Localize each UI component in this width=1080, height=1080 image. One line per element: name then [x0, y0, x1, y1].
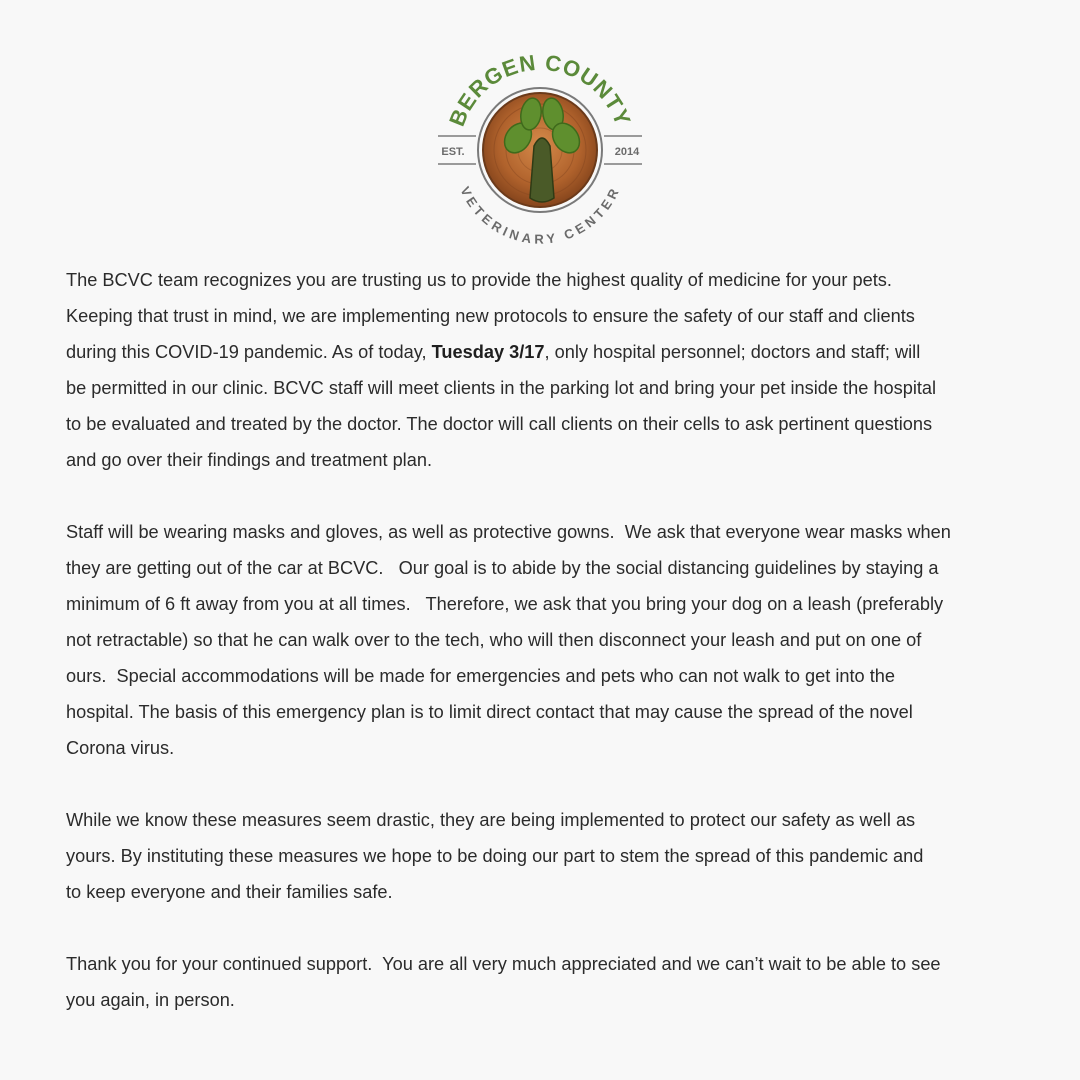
text-line: hospital. The basis of this emergency plan is to limit direct contact that may cause the spread of the novel — [66, 702, 913, 722]
paragraph-4 — [66, 946, 1026, 1018]
logo-est-label: EST. — [441, 146, 465, 158]
text-line: and go over their findings and treatment plan. — [66, 450, 433, 470]
date-highlight: Tuesday 3/17 — [431, 342, 545, 362]
text-line: you again, in person. — [66, 990, 235, 1010]
paragraph-1 — [66, 262, 1026, 478]
text-line: yours. By instituting these measures we hope to be doing our part to stem the spread of this pandemic and — [66, 846, 924, 866]
letter-body — [66, 262, 1026, 1018]
text-line: Corona virus. — [66, 738, 175, 758]
text-line: to keep everyone and their families safe. — [66, 882, 393, 902]
logo-year: 2014 — [614, 146, 640, 158]
text-line: ours. Special accommodations will be made for emergencies and pets who can not walk to get into the — [66, 666, 895, 686]
text-line: Staff will be wearing masks and gloves, as well as protective gowns. We ask that everyone wear masks when — [66, 522, 951, 542]
text-line: Keeping that trust in mind, we are implementing new protocols to ensure the safety of our staff and clients — [66, 306, 915, 326]
text-line: minimum of 6 ft away from you at all times. Therefore, we ask that you bring your dog on a leash (preferably — [66, 594, 944, 614]
paragraph-2 — [66, 514, 1026, 766]
bcvc-logo — [430, 48, 650, 248]
text-line: While we know these measures seem drastic, they are being implemented to protect our safety as well as — [66, 810, 916, 830]
paragraph-3 — [66, 802, 1026, 910]
text-line: be permitted in our clinic. BCVC staff will meet clients in the parking lot and bring your pet inside the hospital — [66, 378, 937, 398]
text-line: The BCVC team recognizes you are trusting us to provide the highest quality of medicine for your pets. — [66, 270, 892, 290]
text-line: they are getting out of the car at BCVC. Our goal is to abide by the social distancing guidelines by staying a — [66, 558, 939, 578]
text-line: to be evaluated and treated by the doctor. The doctor will call clients on their cells to ask pertinent questions — [66, 414, 933, 434]
logo-arc-bottom: VETERINARY CENTER — [457, 184, 623, 247]
text-line: during this COVID-19 pandemic. As of today, Tuesday 3/17, only hospital personnel; doctors and staff; will — [66, 342, 921, 362]
text-line: not retractable) so that he can walk over to the tech, who will then disconnect your leash and put on one of — [66, 630, 922, 650]
logo-arc-top: BERGEN COUNTY — [444, 49, 636, 130]
text-line: Thank you for your continued support. You are all very much appreciated and we can’t wait to be able to see — [66, 954, 941, 974]
